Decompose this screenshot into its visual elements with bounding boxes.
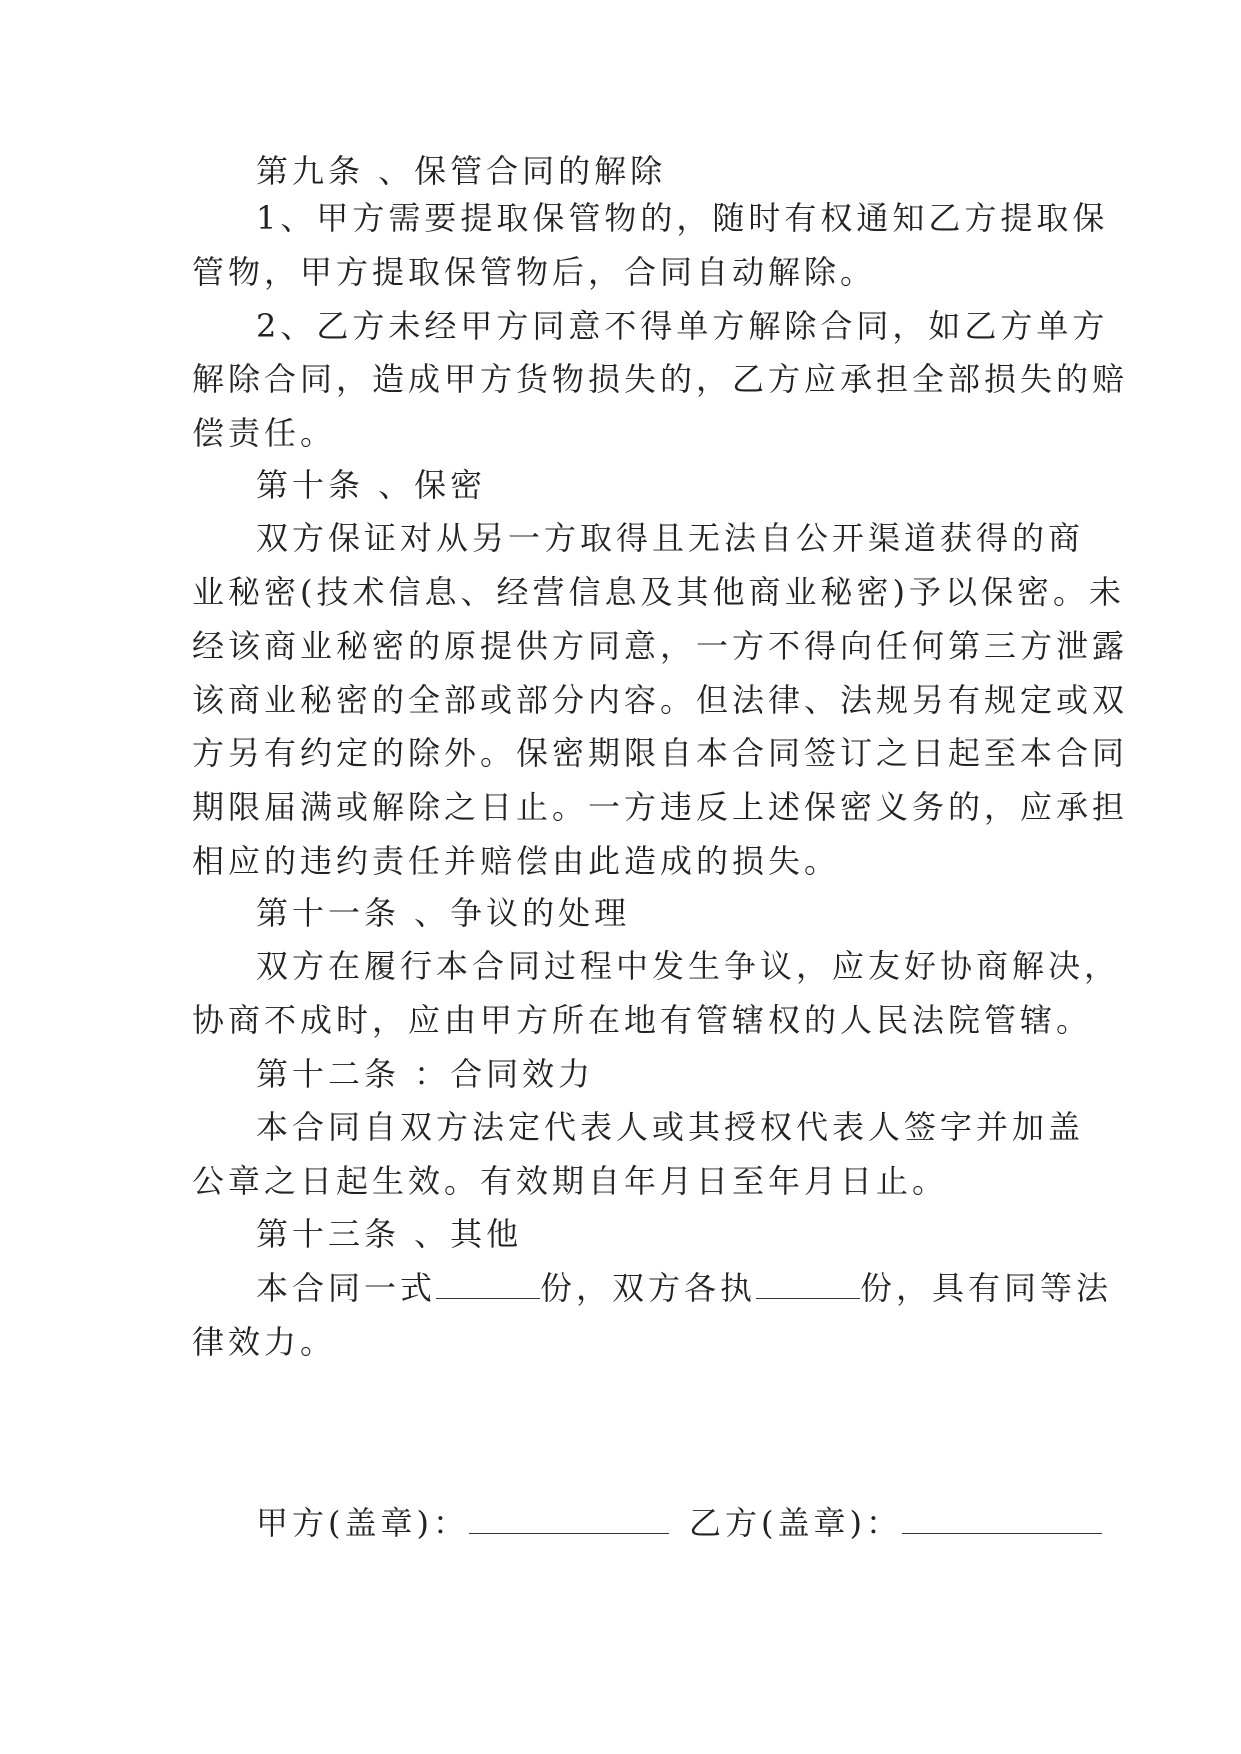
- article-10-p1-line-7: 相应的违约责任并赔偿由此造成的损失。: [192, 842, 841, 880]
- article-9-p1-line-2: 管物，甲方提取保管物后，合同自动解除。: [192, 253, 877, 291]
- article-13-p1-line-1: [256, 1268, 1113, 1308]
- copies-text-end: 份，具有同等法: [860, 1269, 1113, 1307]
- article-9-p2-line-3: 偿责任。: [192, 414, 337, 452]
- article-13-heading: 第十三条 、其他: [256, 1215, 523, 1253]
- article-10-p1-line-6: 期限届满或解除之日止。一方违反上述保密义务的，应承担: [192, 788, 1129, 826]
- copies-text-middle: 份，双方各执: [540, 1269, 757, 1307]
- article-9-p2-line-1: 2、乙方未经甲方同意不得单方解除合同，如乙方单方: [256, 307, 1109, 345]
- article-11-heading: 第十一条 、争议的处理: [256, 894, 631, 932]
- article-11-p1-line-1: 双方在履行本合同过程中发生争议，应友好协商解决，: [256, 947, 1121, 985]
- copies-each-blank[interactable]: [756, 1270, 860, 1299]
- copies-text-start: 本合同一式: [256, 1269, 437, 1307]
- article-9-heading: 第九条 、保管合同的解除: [256, 152, 667, 190]
- article-10-p1-line-2: 业秘密(技术信息、经营信息及其他商业秘密)予以保密。未: [192, 573, 1125, 611]
- article-11-p1-line-2: 协商不成时，应由甲方所在地有管辖权的人民法院管辖。: [192, 1001, 1093, 1039]
- article-10-p1-line-3: 经该商业秘密的原提供方同意，一方不得向任何第三方泄露: [192, 627, 1129, 665]
- article-9-p2-line-2: 解除合同，造成甲方货物损失的，乙方应承担全部损失的赔: [192, 360, 1129, 398]
- article-12-p1-line-2: 公章之日起生效。有效期自年月日至年月日止。: [192, 1162, 949, 1200]
- article-10-p1-line-4: 该商业秘密的全部或部分内容。但法律、法规另有规定或双: [192, 681, 1129, 719]
- article-9-p1-line-1: 1、甲方需要提取保管物的，随时有权通知乙方提取保: [256, 199, 1109, 237]
- article-10-heading: 第十条 、保密: [256, 466, 487, 504]
- article-10-p1-line-1: 双方保证对从另一方取得且无法自公开渠道获得的商: [256, 519, 1085, 557]
- party-a-seal-blank[interactable]: [469, 1505, 669, 1534]
- party-b-seal-blank[interactable]: [902, 1505, 1102, 1534]
- article-13-p1-line-2: 律效力。: [192, 1323, 337, 1361]
- signature-row: [256, 1503, 1102, 1543]
- party-a-seal-label: 甲方(盖章)：: [256, 1504, 469, 1542]
- article-10-p1-line-5: 方另有约定的除外。保密期限自本合同签订之日起至本合同: [192, 734, 1129, 772]
- total-copies-blank[interactable]: [436, 1270, 540, 1299]
- party-b-seal-label: 乙方(盖章)：: [688, 1504, 902, 1542]
- article-12-p1-line-1: 本合同自双方法定代表人或其授权代表人签字并加盖: [256, 1108, 1085, 1146]
- article-12-heading: 第十二条 ：合同效力: [256, 1055, 595, 1093]
